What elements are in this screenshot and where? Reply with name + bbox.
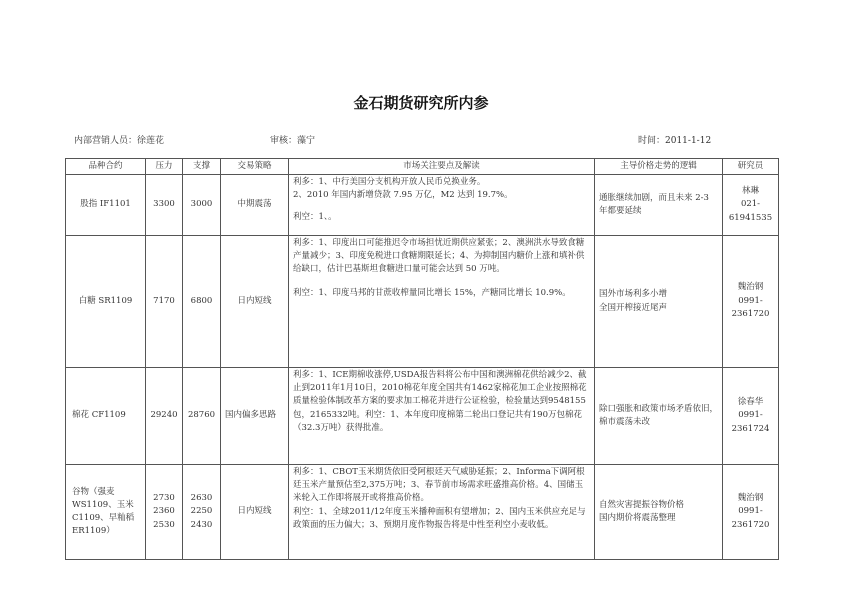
- analysis-cell: [289, 465, 595, 560]
- analysis-cell: [289, 368, 595, 465]
- bull-points: 利多：1、中行美国分支机构开放人民币兑换业务。 2、2010 年国内新增贷款 7.95 万亿，M2 达到 19.7%。: [293, 177, 513, 201]
- logic-cell: 国外市场利多小增 全国开榨接近尾声: [595, 236, 723, 368]
- bull-points: 利多：1、印度出口可能推迟令市场担忧近期供应紧张；2、澳洲洪水导致食糖产量减少；3、印度免税进口食糖期限延长；4、为抑制国内糖价上涨和填补供给缺口，估计巴基斯坦食糖进口量可能会达到 50 万吨。: [293, 238, 585, 275]
- bear-points: 利空：1、印度马邦的甘蔗收榨量同比增长 15%，产糖同比增长 10.9%。: [293, 287, 571, 298]
- bear-points: 利空：1、全球2011/12年度玉米播种面积有望增加；2、国内玉米供应充足与政策面的压力偏大；3、预期月度作物报告将是中性至利空小麦收低。: [293, 506, 586, 530]
- table-row: [66, 236, 779, 368]
- pressure-cell: 7170: [146, 236, 183, 368]
- researcher-cell: 徐春华 0991-2361724: [723, 368, 779, 465]
- support-value: 2630: [190, 493, 213, 504]
- pressure-value: 2530: [153, 519, 175, 530]
- logic-cell: 自然灾害提振谷物价格 国内期价将震荡整理: [595, 465, 723, 560]
- contract-cell: 谷物（强麦WS1109、玉米C1109、早籼稻ER1109）: [66, 465, 146, 560]
- contract-cell: 股指 IF1101: [66, 175, 146, 236]
- pressure-cell: 29240: [146, 368, 183, 465]
- support-cell: [183, 465, 221, 560]
- strategy-cell: 中期震荡: [221, 175, 289, 236]
- bull-points: 利多：1、CBOT玉米期货依旧受阿根廷天气威胁延振；2、Informa下调阿根廷玉米产量预估至2,375万吨；3、春节前市场需求旺盛推高价格。4、国储玉米轮入工作即将展开或将推高价格。: [293, 467, 585, 504]
- header-pressure: 压力: [146, 159, 183, 175]
- staff-label: 内部营销人员：徐莲花: [74, 136, 165, 146]
- analysis-cell: [289, 236, 595, 368]
- pressure-cell: [146, 465, 183, 560]
- research-table: [65, 158, 779, 560]
- table-row: [66, 175, 779, 236]
- bull-points: 利多：1、ICE期棉收涨停,USDA报告料将公布中国和澳洲棉花供给减少2、截止到2011年1月10日，2010棉花年度全国共有1462家棉花加工企业按照棉花质量检验体制改革方案的要求加工棉花并进行公证检验，检验量达到9548155包，2165332吨。利空：1、本年度印度棉第二轮出口登记共有190万包棉花（32.3万吨）获得批准。: [293, 370, 587, 433]
- analysis-cell: [289, 175, 595, 236]
- date-label: 时间：2011-1-12: [638, 136, 712, 146]
- logic-cell: 除口强胀和政策市场矛盾依旧，棉市震荡未改: [595, 368, 723, 465]
- header-analysis: 市场关注要点及解读: [289, 159, 595, 175]
- strategy-cell: 日内短线: [221, 465, 289, 560]
- logic-cell: 通胀继续加剧，而且未来 2-3 年都要延续: [595, 175, 723, 236]
- researcher-cell: 魏治钢 0991-2361720: [723, 236, 779, 368]
- bear-points: 利空：1、。: [293, 212, 337, 223]
- pressure-value: 2360: [153, 506, 175, 517]
- support-value: 2250: [190, 506, 213, 517]
- support-value: 2430: [190, 519, 213, 530]
- header-strategy: 交易策略: [221, 159, 289, 175]
- header-support: 支撑: [183, 159, 221, 175]
- strategy-cell: 日内短线: [221, 236, 289, 368]
- contract-cell: 棉花 CF1109: [66, 368, 146, 465]
- support-cell: 3000: [183, 175, 221, 236]
- header-researcher: 研究员: [723, 159, 779, 175]
- support-cell: 28760: [183, 368, 221, 465]
- support-cell: 6800: [183, 236, 221, 368]
- pressure-cell: 3300: [146, 175, 183, 236]
- table-header-row: [66, 159, 779, 175]
- researcher-cell: 林琳 021-61941535: [723, 175, 779, 236]
- header-contract: 品种合约: [66, 159, 146, 175]
- researcher-cell: 魏治钢 0991-2361720: [723, 465, 779, 560]
- table-row: [66, 368, 779, 465]
- table-row: [66, 465, 779, 560]
- pressure-value: 2730: [153, 493, 175, 504]
- page-title: 金石期货研究所内参: [353, 94, 489, 112]
- review-label: 审核：藻宁: [270, 136, 316, 146]
- header-logic: 主导价格走势的逻辑: [595, 159, 723, 175]
- strategy-cell: 国内偏多思路: [221, 368, 289, 465]
- contract-cell: 白糖 SR1109: [66, 236, 146, 368]
